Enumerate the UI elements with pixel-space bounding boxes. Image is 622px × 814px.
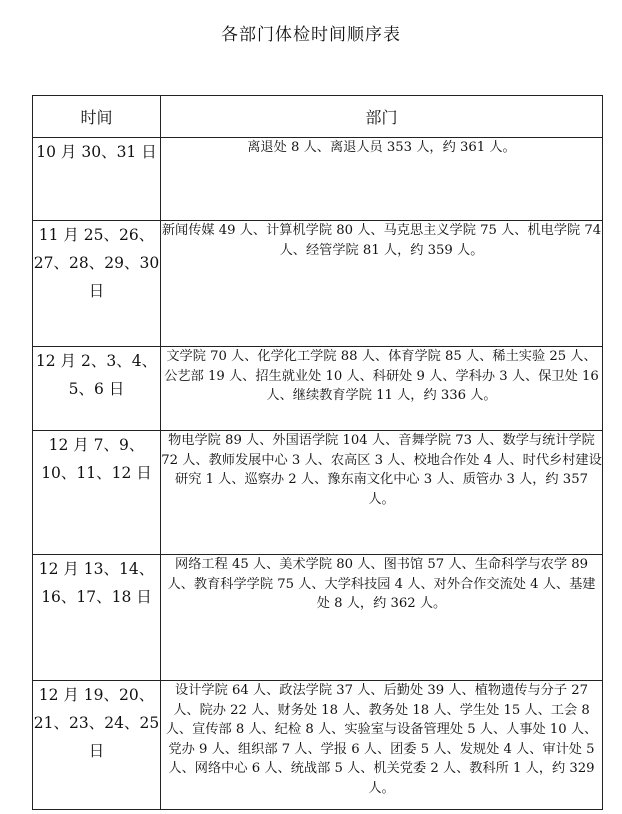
time-cell: 12 月 13、14、16、17、18 日 — [33, 555, 161, 681]
time-cell: 12 月 2、3、4、5、6 日 — [33, 347, 161, 431]
schedule-table — [32, 95, 603, 810]
table-row — [33, 347, 603, 431]
time-cell: 12 月 7、9、10、11、12 日 — [33, 431, 161, 555]
table-row — [33, 138, 603, 221]
dept-cell: 物电学院 89 人、外国语学院 104 人、音舞学院 73 人、数学与统计学院 72 人、教师发展中心 3 人、农高区 3 人、校地合作处 4 人、时代乡村建设研究 1 人、巡察办 2 人、豫东南文化中心 3 人、质管办 3 人，约 357 人。 — [161, 431, 603, 555]
table-row — [33, 681, 603, 810]
dept-cell: 网络工程 45 人、美术学院 80 人、图书馆 57 人、生命科学与农学 89 人、教育科学学院 75 人、大学科技园 4 人、对外合作交流处 4 人、基建处 8 人，约 362 人。 — [161, 555, 603, 681]
time-cell: 10 月 30、31 日 — [33, 138, 161, 221]
dept-cell: 文学院 70 人、化学化工学院 88 人、体育学院 85 人、稀土实验 25 人、公艺部 19 人、招生就业处 10 人、科研处 9 人、学科办 3 人、保卫处 16 人、继续教育学院 11 人，约 336 人。 — [161, 347, 603, 431]
table-row — [33, 555, 603, 681]
table-row — [33, 431, 603, 555]
time-cell: 12 月 19、20、21、23、24、25 日 — [33, 681, 161, 810]
dept-cell: 离退处 8 人、离退人员 353 人，约 361 人。 — [161, 138, 603, 221]
header-dept: 部门 — [161, 96, 603, 138]
time-cell: 11 月 25、26、27、28、29、30 日 — [33, 221, 161, 347]
dept-cell: 设计学院 64 人、政法学院 37 人、后勤处 39 人、植物遗传与分子 27 人、院办 22 人、财务处 18 人、教务处 18 人、学生处 15 人、工会 8 人、宣传部 8 人、纪检 8 人、实验室与设备管理处 5 人、人事处 10 人、党办 9 人、组织部 7 人、学报 6 人、团委 5 人、发规处 4 人、审计处 5 人、网络中心 6 人、统战部 5 人、机关党委 2 人、教科所 1 人，约 329 人。 — [161, 681, 603, 810]
table-row — [33, 221, 603, 347]
page-title: 各部门体检时间顺序表 — [221, 25, 401, 45]
table-header-row — [33, 96, 603, 138]
header-time: 时间 — [33, 96, 161, 138]
dept-cell: 新闻传媒 49 人、计算机学院 80 人、马克思主义学院 75 人、机电学院 74 人、经管学院 81 人，约 359 人。 — [161, 221, 603, 347]
